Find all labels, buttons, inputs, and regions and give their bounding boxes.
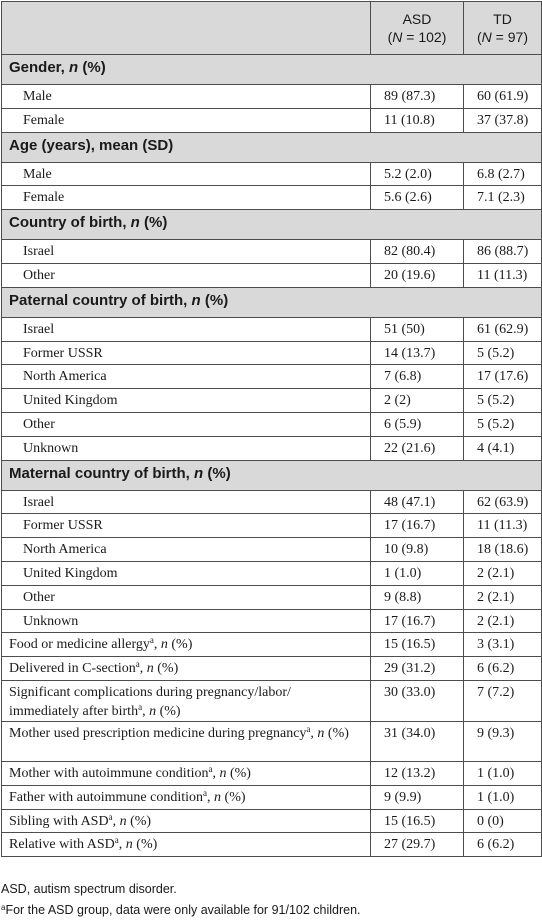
- header-asd-label: ASD: [402, 11, 432, 27]
- row-label: Male: [2, 85, 371, 109]
- asd-value: 11 (10.8): [371, 108, 464, 132]
- footnote-text: For the ASD group, data were only available for 91/102 children.: [5, 903, 361, 917]
- td-value: 2 (2.1): [464, 609, 542, 633]
- footnote-mark: a: [306, 723, 311, 734]
- header-asd-n: (N = 102): [387, 29, 447, 45]
- footnote-mark: a: [138, 701, 143, 712]
- section-header-row: [2, 210, 542, 240]
- row-label-text: Food or medicine allergy: [9, 637, 150, 653]
- row-label-n: n: [160, 637, 168, 653]
- td-value: 6 (6.2): [464, 657, 542, 681]
- asd-value: 15 (16.5): [371, 633, 464, 657]
- td-value: 7 (7.2): [464, 680, 542, 721]
- row-label-text: Sibling with ASD: [9, 813, 109, 829]
- td-value: 6.8 (2.7): [464, 162, 542, 186]
- asd-value: 29 (31.2): [371, 657, 464, 681]
- footnote-mark: a: [203, 787, 208, 798]
- td-value: 11 (11.3): [464, 514, 542, 538]
- row-label: [2, 633, 371, 657]
- row-label: United Kingdom: [2, 389, 371, 413]
- td-value: 17 (17.6): [464, 365, 542, 389]
- row-label-comma: ,: [142, 703, 150, 719]
- section-title-text: Country of birth,: [9, 214, 131, 232]
- row-label-n: n: [125, 837, 133, 853]
- row-label-comma: ,: [207, 789, 215, 805]
- row-label-comma: ,: [153, 637, 161, 653]
- row-label: United Kingdom: [2, 561, 371, 585]
- footnote-mark: a: [135, 659, 140, 670]
- section-title-pct: (%): [200, 291, 229, 309]
- footnote-data-availability: [1, 903, 361, 917]
- table-row: [2, 162, 542, 186]
- section-title-n: n: [69, 59, 79, 76]
- td-value: 18 (18.6): [464, 538, 542, 562]
- table-row: [2, 365, 542, 389]
- row-label: North America: [2, 365, 371, 389]
- table-row: [2, 609, 542, 633]
- row-label-n: n: [119, 813, 127, 829]
- table-body: [2, 55, 542, 857]
- row-label: Former USSR: [2, 341, 371, 365]
- row-label: Female: [2, 186, 371, 210]
- td-value: 6 (6.2): [464, 833, 542, 857]
- table-row: [2, 721, 542, 761]
- td-value: 9 (9.3): [464, 721, 542, 761]
- row-label: Unknown: [2, 609, 371, 633]
- table-row: [2, 186, 542, 210]
- row-label-pct: (%): [324, 725, 349, 741]
- asd-value: 7 (6.8): [371, 365, 464, 389]
- row-label-pct: (%): [226, 765, 251, 781]
- row-label: Israel: [2, 317, 371, 341]
- table-row: [2, 341, 542, 365]
- asd-value: 14 (13.7): [371, 341, 464, 365]
- row-label: Other: [2, 263, 371, 287]
- section-title-n: n: [130, 214, 140, 232]
- section-title-pct: (%): [139, 214, 168, 232]
- td-value: 2 (2.1): [464, 561, 542, 585]
- td-value: 3 (3.1): [464, 633, 542, 657]
- table-row: [2, 108, 542, 132]
- asd-value: 31 (34.0): [371, 721, 464, 761]
- table-row: [2, 263, 542, 287]
- row-label: [2, 809, 371, 833]
- section-title: [2, 287, 542, 317]
- section-title: [2, 132, 542, 162]
- table-row: [2, 490, 542, 514]
- table-row: [2, 412, 542, 436]
- table-row: [2, 585, 542, 609]
- section-header-row: [2, 287, 542, 317]
- header-td-label: TD: [493, 11, 512, 27]
- row-label: [2, 721, 371, 761]
- section-title-n: n: [194, 464, 204, 482]
- row-label-pct: (%): [167, 637, 193, 653]
- section-title-text: Maternal country of birth,: [9, 464, 195, 482]
- table-row: [2, 561, 542, 585]
- td-value: 1 (1.0): [464, 785, 542, 809]
- section-title-pct: (%): [78, 59, 106, 76]
- section-title-text: Gender,: [9, 59, 70, 76]
- row-label: [2, 657, 371, 681]
- section-title: [2, 460, 542, 490]
- td-value: 62 (63.9): [464, 490, 542, 514]
- row-label-text: Delivered in C-section: [9, 661, 136, 677]
- asd-value: 82 (80.4): [371, 240, 464, 264]
- footnote-mark: a: [208, 763, 213, 774]
- row-label-comma: ,: [310, 725, 318, 741]
- asd-value: 6 (5.9): [371, 412, 464, 436]
- td-value: 7.1 (2.3): [464, 186, 542, 210]
- td-value: 11 (11.3): [464, 263, 542, 287]
- row-label-pct: (%): [126, 813, 152, 829]
- table-row: [2, 240, 542, 264]
- row-label-pct: (%): [221, 789, 246, 805]
- table-row: [2, 389, 542, 413]
- row-label: Unknown: [2, 436, 371, 460]
- row-label-comma: ,: [139, 661, 147, 677]
- row-label: North America: [2, 538, 371, 562]
- table-row: [2, 514, 542, 538]
- asd-value: 20 (19.6): [371, 263, 464, 287]
- td-value: 61 (62.9): [464, 317, 542, 341]
- asd-value: 9 (9.9): [371, 785, 464, 809]
- asd-value: 48 (47.1): [371, 490, 464, 514]
- row-label: Israel: [2, 240, 371, 264]
- section-header-row: [2, 132, 542, 162]
- row-label-text: Father with autoimmune condition: [9, 789, 204, 805]
- asd-value: 5.2 (2.0): [371, 162, 464, 186]
- row-label-n: n: [214, 789, 222, 805]
- table-header-row: [2, 2, 542, 55]
- section-header-row: [2, 55, 542, 85]
- asd-value: 51 (50): [371, 317, 464, 341]
- row-label-pct: (%): [132, 837, 158, 853]
- section-title-n: n: [191, 291, 201, 309]
- table-row: [2, 833, 542, 857]
- row-label-n: n: [146, 661, 154, 677]
- footnote-mark: a: [114, 835, 119, 846]
- asd-value: 22 (21.6): [371, 436, 464, 460]
- table-row: [2, 680, 542, 721]
- header-td-n: (N = 97): [477, 29, 528, 45]
- td-value: 5 (5.2): [464, 341, 542, 365]
- footnote-mark: a: [1, 903, 6, 912]
- table-row: [2, 538, 542, 562]
- section-title-text: Paternal country of birth,: [9, 291, 192, 309]
- section-title-pct: (%): [203, 464, 231, 482]
- table-row: [2, 657, 542, 681]
- asd-value: 17 (16.7): [371, 609, 464, 633]
- row-label-text: Mother used prescription medicine during pregnancy: [9, 725, 307, 741]
- row-label-comma: ,: [112, 813, 120, 829]
- td-value: 37 (37.8): [464, 108, 542, 132]
- row-label: Former USSR: [2, 514, 371, 538]
- table-row: [2, 633, 542, 657]
- section-title: [2, 55, 542, 85]
- td-value: 60 (61.9): [464, 85, 542, 109]
- td-value: 5 (5.2): [464, 412, 542, 436]
- row-label: Other: [2, 585, 371, 609]
- header-td: [464, 2, 542, 55]
- row-label-pct: (%): [153, 661, 179, 677]
- row-label-n: n: [149, 703, 157, 719]
- row-label: [2, 761, 371, 785]
- section-title: [2, 210, 542, 240]
- table-row: [2, 317, 542, 341]
- row-label: [2, 785, 371, 809]
- row-label: [2, 833, 371, 857]
- row-label-text: Mother with autoimmune condition: [9, 765, 209, 781]
- table-row: [2, 436, 542, 460]
- table-row: [2, 761, 542, 785]
- footnote-mark: a: [108, 811, 113, 822]
- asd-value: 30 (33.0): [371, 680, 464, 721]
- header-blank-cell: [2, 2, 371, 55]
- row-label-n: n: [219, 765, 227, 781]
- footnote-abbreviation: ASD, autism spectrum disorder.: [1, 882, 177, 896]
- row-label-comma: ,: [118, 837, 126, 853]
- row-label: [2, 680, 371, 721]
- asd-value: 15 (16.5): [371, 809, 464, 833]
- asd-value: 17 (16.7): [371, 514, 464, 538]
- row-label-text: Relative with ASD: [9, 837, 115, 853]
- asd-value: 2 (2): [371, 389, 464, 413]
- asd-value: 9 (8.8): [371, 585, 464, 609]
- asd-value: 89 (87.3): [371, 85, 464, 109]
- asd-value: 1 (1.0): [371, 561, 464, 585]
- asd-value: 10 (9.8): [371, 538, 464, 562]
- footnote-mark: a: [149, 635, 154, 646]
- td-value: 0 (0): [464, 809, 542, 833]
- table-row: [2, 809, 542, 833]
- row-label-text: Significant complications during pregnancy/labor/ immediately after birth: [9, 684, 291, 719]
- td-value: 86 (88.7): [464, 240, 542, 264]
- td-value: 1 (1.0): [464, 761, 542, 785]
- demographics-table: [1, 1, 542, 857]
- td-value: 2 (2.1): [464, 585, 542, 609]
- row-label-comma: ,: [212, 765, 220, 781]
- td-value: 4 (4.1): [464, 436, 542, 460]
- section-header-row: [2, 460, 542, 490]
- header-asd: [371, 2, 464, 55]
- row-label: Israel: [2, 490, 371, 514]
- row-label-pct: (%): [156, 703, 181, 719]
- row-label: Female: [2, 108, 371, 132]
- asd-value: 27 (29.7): [371, 833, 464, 857]
- asd-value: 12 (13.2): [371, 761, 464, 785]
- td-value: 5 (5.2): [464, 389, 542, 413]
- row-label: Other: [2, 412, 371, 436]
- table-row: [2, 85, 542, 109]
- row-label: Male: [2, 162, 371, 186]
- table-row: [2, 785, 542, 809]
- row-label-n: n: [317, 725, 325, 741]
- asd-value: 5.6 (2.6): [371, 186, 464, 210]
- section-title-text: Age (years), mean (SD): [9, 136, 174, 154]
